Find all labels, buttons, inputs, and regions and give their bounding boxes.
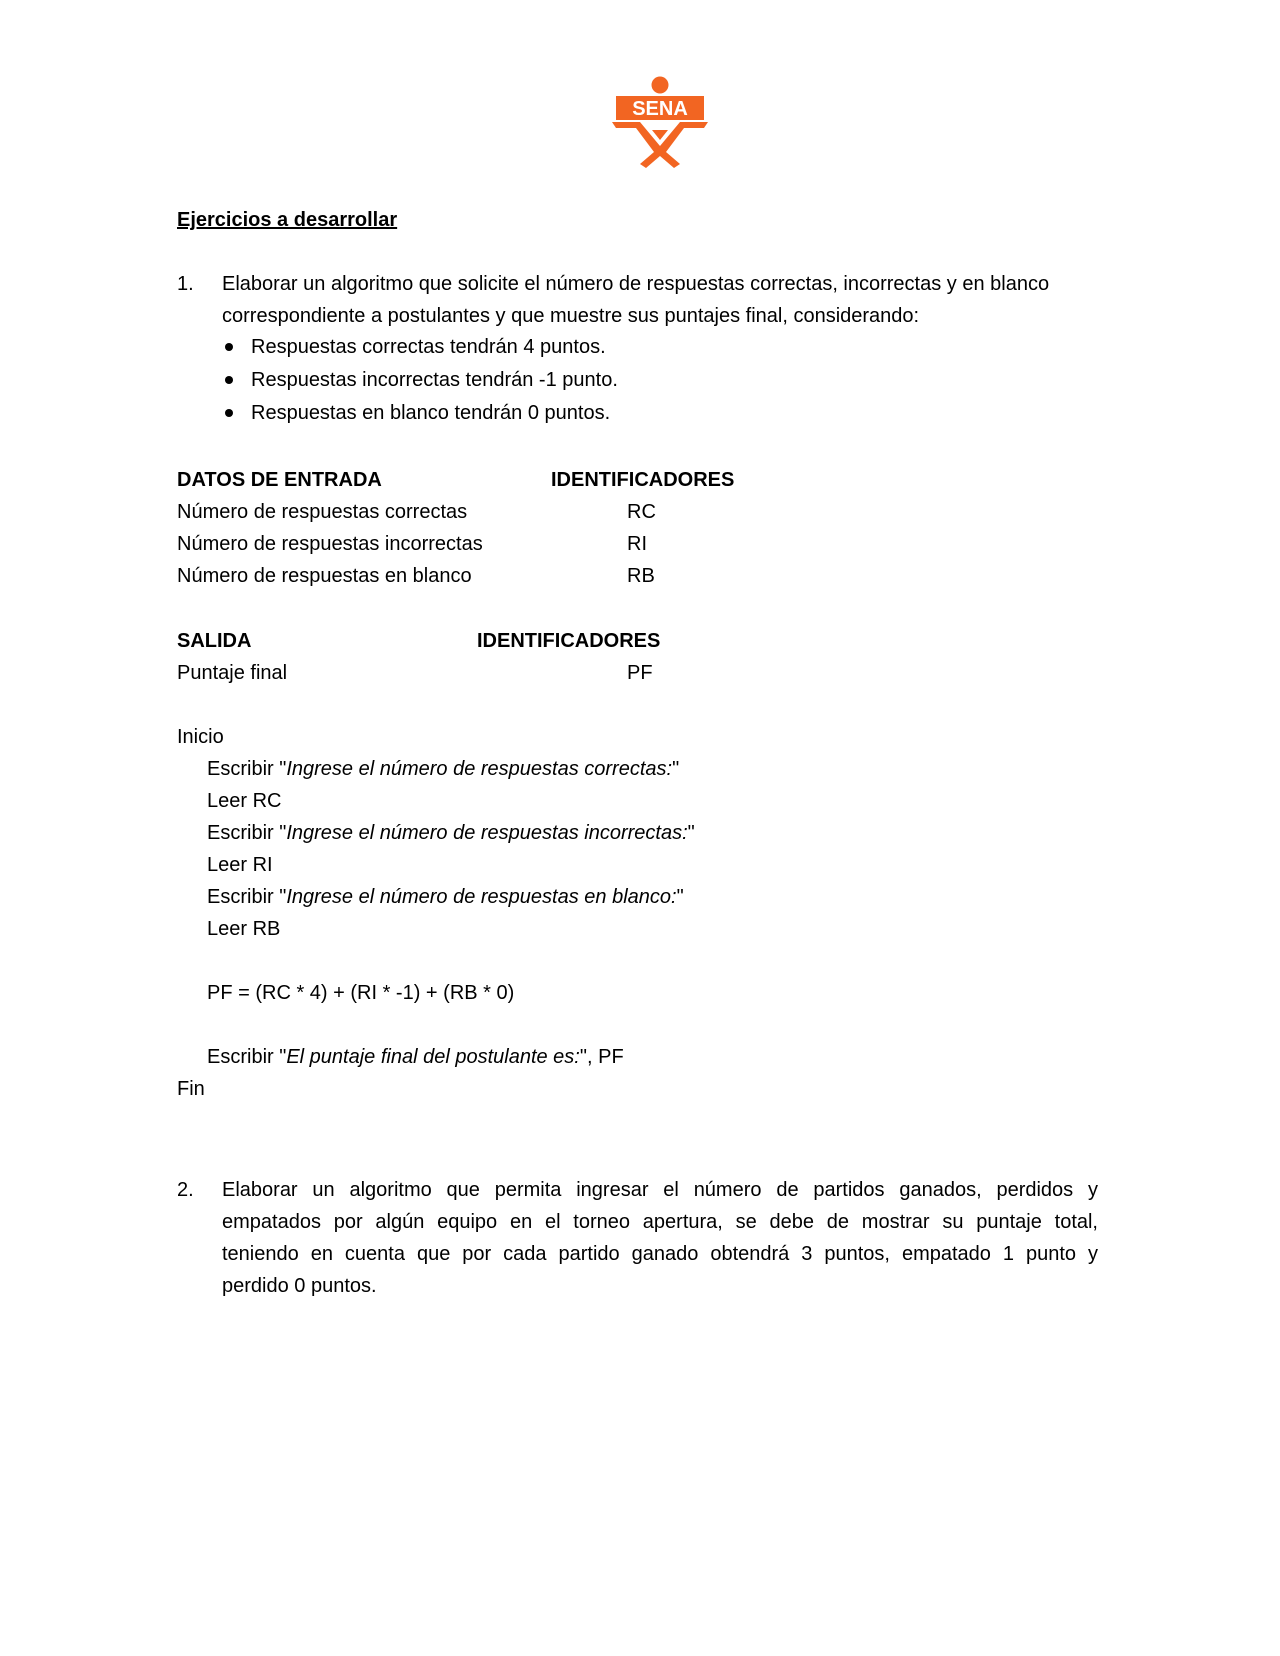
exercise-2-line-4: perdido 0 puntos. bbox=[222, 1275, 377, 1297]
bullet-icon bbox=[225, 343, 233, 351]
algorithm-start: Inicio bbox=[177, 726, 224, 748]
final-prompt: El puntaje final del postulante es: bbox=[286, 1046, 580, 1068]
algorithm-write-rc: Escribir "Ingrese el número de respuestas correctas:" bbox=[207, 758, 680, 780]
exercise-1-line-2: correspondiente a postulantes y que muestre sus puntajes final, considerando: bbox=[222, 305, 920, 327]
bullet-item: Respuestas correctas tendrán 4 puntos. bbox=[251, 336, 606, 358]
inputs-header: DATOS DE ENTRADA bbox=[177, 469, 382, 491]
exercise-2-line-3: teniendo en cuenta que por cada partido ganado obtendrá 3 puntos, empatado 1 punto y bbox=[222, 1243, 1098, 1265]
write-keyword: Escribir bbox=[207, 822, 274, 844]
algorithm-read-ri: Leer RI bbox=[207, 854, 273, 876]
sena-logo bbox=[612, 76, 708, 168]
algorithm-write-rb: Escribir "Ingrese el número de respuestas en blanco:" bbox=[207, 886, 684, 908]
prompt-rb: Ingrese el número de respuestas en blanco: bbox=[286, 886, 677, 908]
write-keyword: Escribir bbox=[207, 886, 274, 908]
input-row-id: RC bbox=[627, 501, 656, 523]
section-title: Ejercicios a desarrollar bbox=[177, 209, 398, 231]
exercise-1-line-1: Elaborar un algoritmo que solicite el número de respuestas correctas, incorrectas y en blanco bbox=[222, 273, 1050, 295]
bullet-item: Respuestas en blanco tendrán 0 puntos. bbox=[251, 402, 611, 424]
exercise-1-number: 1. bbox=[177, 273, 194, 295]
algorithm-formula: PF = (RC * 4) + (RI * -1) + (RB * 0) bbox=[207, 982, 515, 1004]
sena-logo-text: SENA bbox=[632, 98, 688, 120]
sena-logo-mark bbox=[612, 76, 708, 168]
final-variable: , PF bbox=[586, 1046, 624, 1068]
input-row-label: Número de respuestas incorrectas bbox=[177, 533, 483, 555]
algorithm-read-rb: Leer RB bbox=[207, 918, 281, 940]
input-row-id: RI bbox=[627, 533, 647, 555]
output-row-label: Puntaje final bbox=[177, 662, 288, 684]
inputs-identifiers-header: IDENTIFICADORES bbox=[551, 469, 735, 491]
bullet-icon bbox=[225, 376, 233, 384]
prompt-ri: Ingrese el número de respuestas incorrectas: bbox=[286, 822, 688, 844]
prompt-rc: Ingrese el número de respuestas correctas: bbox=[286, 758, 673, 780]
algorithm-write-result: Escribir "El puntaje final del postulante es:", PF bbox=[207, 1046, 624, 1068]
algorithm-end: Fin bbox=[177, 1078, 205, 1100]
exercise-2-number: 2. bbox=[177, 1179, 194, 1201]
outputs-header: SALIDA bbox=[177, 630, 252, 652]
input-row-label: Número de respuestas en blanco bbox=[177, 565, 472, 587]
write-keyword: Escribir bbox=[207, 758, 274, 780]
input-row-label: Número de respuestas correctas bbox=[177, 501, 468, 523]
exercise-2-line-1: Elaborar un algoritmo que permita ingresar el número de partidos ganados, perdidos y bbox=[222, 1179, 1098, 1201]
outputs-identifiers-header: IDENTIFICADORES bbox=[477, 630, 661, 652]
bullet-icon bbox=[225, 409, 233, 417]
exercise-2-line-2: empatados por algún equipo en el torneo apertura, se debe de mostrar su puntaje total, bbox=[222, 1211, 1098, 1233]
algorithm-write-ri: Escribir "Ingrese el número de respuestas incorrectas:" bbox=[207, 822, 695, 844]
bullet-item: Respuestas incorrectas tendrán -1 punto. bbox=[251, 369, 618, 391]
input-row-id: RB bbox=[627, 565, 655, 587]
algorithm-read-rc: Leer RC bbox=[207, 790, 282, 812]
write-keyword: Escribir bbox=[207, 1046, 274, 1068]
output-row-id: PF bbox=[627, 662, 653, 684]
